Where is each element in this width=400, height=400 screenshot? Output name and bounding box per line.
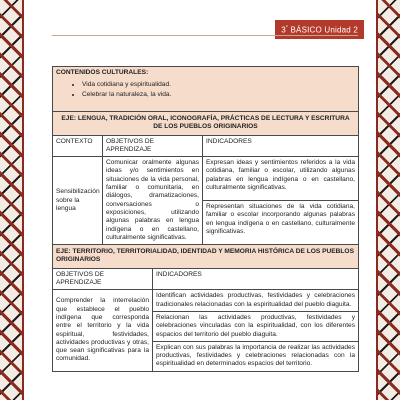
decorative-border-left bbox=[0, 0, 24, 400]
eje2-row bbox=[53, 290, 359, 312]
eje1-title-row bbox=[53, 112, 359, 136]
curriculum-table bbox=[52, 66, 359, 372]
unit-badge: 3° BÁSICO Unidad 2 bbox=[275, 20, 364, 39]
indicador-cell: Identifican actividades productivas, festividades y celebraciones tradicionales relacionadas con la espiritualidad del pueblo diaguita. bbox=[153, 290, 359, 312]
indicador-cell: Relacionan las actividades productivas, festividades y celebraciones vinculadas con la espiritualidad, con los diferentes espacios del territorio del pueblo diaguita. bbox=[153, 311, 359, 341]
cultural-content-cell bbox=[53, 67, 359, 112]
eje1-row bbox=[53, 157, 359, 201]
eje2-title: EJE: TERRITORIO, TERRITORIALIDAD, IDENTIDAD Y MEMORIA HISTÓRICA DE LOS PUEBLOS ORIGINARIOS bbox=[53, 245, 359, 269]
contexto-cell: Sensibilización sobre la lengua bbox=[53, 157, 103, 245]
eje2-header-row bbox=[53, 268, 359, 290]
col-header-contexto: CONTEXTO bbox=[53, 135, 103, 157]
eje1-title: EJE: LENGUA, TRADICIÓN ORAL, ICONOGRAFÍA, PRÁCTICAS DE LECTURA Y ESCRITURA DE LOS PUEBLOS ORIGINARIOS bbox=[53, 112, 359, 136]
eje2-title-row bbox=[53, 245, 359, 269]
list-item: • Vida cotidiana y espiritualidad. bbox=[82, 81, 355, 89]
decorative-border-right bbox=[376, 0, 400, 400]
cultural-content-list bbox=[56, 81, 355, 99]
list-item: • Celebrar la naturaleza, la vida. bbox=[82, 91, 355, 99]
col-header-objetivos: OBJETIVOS DE APRENDIZAJE bbox=[53, 268, 153, 290]
indicador-cell: Expresan ideas y sentimientos referidos a la vida cotidiana, familiar o escolar, utilizando algunas palabras en lengua indígena o en castellano, culturalmente significativas. bbox=[203, 157, 359, 201]
header-divider bbox=[52, 35, 358, 36]
cultural-content-title: CONTENIDOS CULTURALES: bbox=[56, 69, 149, 76]
col-header-indicadores: INDICADORES bbox=[153, 268, 359, 290]
eje1-header-row bbox=[53, 135, 359, 157]
indicador-cell: Representan situaciones de la vida cotidiana, familiar o escolar incorporando algunas palabras en lengua indígena o en castellano, culturalmente significativas. bbox=[203, 201, 359, 245]
col-header-objetivos: OBJETIVOS DE APRENDIZAJE bbox=[103, 135, 203, 157]
objetivo-cell: Comprender la interrelación que establece el pueblo indígena que corresponda entre el territorio y la vida espiritual, festividades, actividades productivas y otras, que sean significativas para la comunidad. bbox=[53, 290, 153, 371]
objetivo-cell: Comunicar oralmente algunas ideas y/o sentimientos en situaciones de la vida personal, familiar o comunitaria, en diálogos, dramatizaciones, conversaciones o exposiciones, utilizando algunas palabras en lengua indígena o en castellano, culturalmente significativas. bbox=[103, 157, 203, 245]
col-header-indicadores: INDICADORES bbox=[203, 135, 359, 157]
cultural-content-row bbox=[53, 67, 359, 112]
indicador-cell: Explican con sus palabras la importancia de realizar las actividades productivas, festividades y celebraciones relacionadas con la espiritualidad en determinados espacios del territorio. bbox=[153, 341, 359, 371]
